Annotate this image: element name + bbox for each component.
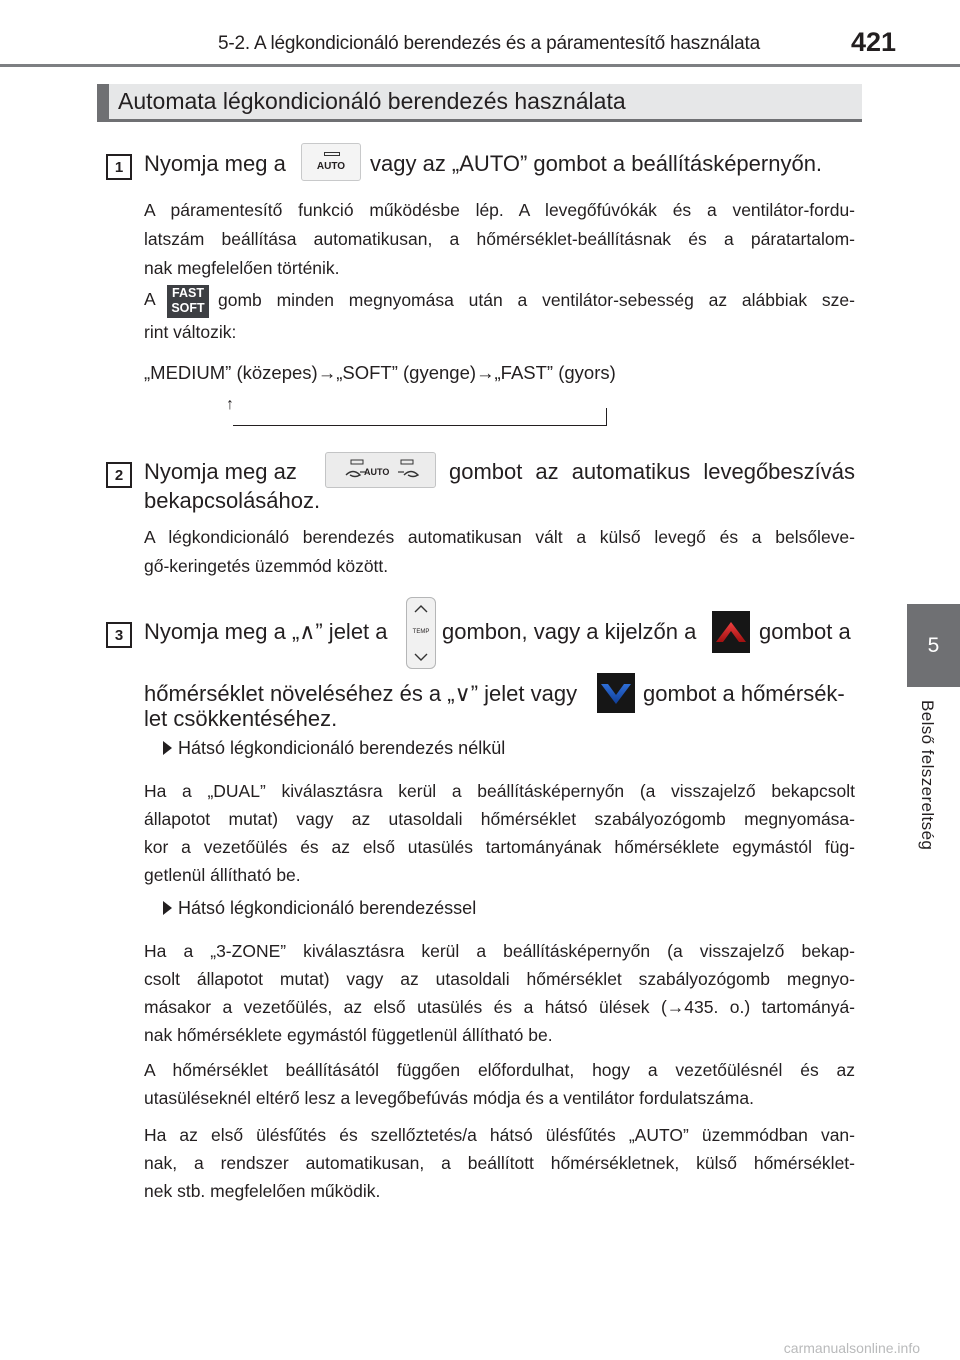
text-line: gomb minden megnyomása után a ventilátor-sebesség az alábbiak sze- [218,290,855,310]
subheading-without-rear-ac: Hátsó légkondicionáló berendezés nélkül [163,738,505,759]
chevron-up-icon [414,604,428,614]
step3-paragraph-2 [144,937,855,1049]
step3-text-line2b: gombot a hőmérsék- [643,681,845,706]
text-line: Ha a „DUAL” kiválasztásra kerül a beállításképernyőn (a visszajelző bekapcsolt [144,781,855,801]
step-number-2: 2 [106,462,132,488]
step3-text-line3: let csökkentéséhez. [144,706,338,731]
triangle-bullet-icon [163,901,172,915]
text-line: utasüléseknél eltérő lesz a levegőbefúvás módja és a ventilátor fordulatszáma. [144,1088,754,1108]
text-line: rint változik: [144,322,237,342]
step3-text-c: gombot a [759,619,851,644]
step3-text-line2a: hőmérséklet növeléséhez és a „∨” jelet vagy [144,681,578,706]
step2-text-b: gombot az automatikus levegőbeszívás [449,459,855,484]
step2-paragraph [144,523,855,581]
text-line: csolt állapotot mutat) vagy az utasoldali hőmérséklet szabályozógomb megnyo- [144,969,855,989]
text-line: getlenül állítható be. [144,865,301,885]
step2-text-line2: bekapcsolásához. [144,488,321,513]
chapter-tab [907,604,960,687]
step3-paragraph-4 [144,1121,855,1205]
blue-down-arrow-icon [597,673,635,713]
step-number-1: 1 [106,154,132,180]
fan-speed-cycle: „MEDIUM” (közepes)→„SOFT” (gyenge)→„FAST” (gyors) [144,362,616,383]
text-line: A páramentesítő funkció működésbe lép. A levegőfúvókák és a ventilátor-fordu- [144,200,855,220]
step1-text-after: vagy az „AUTO” gombot a beállításképernyőn. [370,151,823,176]
step3-paragraph-1 [144,777,855,889]
chapter-label: Belső felszereltség [918,700,937,851]
text-line: állapotot mutat) vagy az utasoldali hőmérséklet szabályozógomb megnyomása- [144,809,855,829]
step3-paragraph-3 [144,1056,855,1112]
page-number: 421 [851,27,897,57]
chevron-down-icon [414,652,428,662]
text-line: A hőmérséklet beállításától függően előfordulhat, hogy a vezetőülésnél és az [144,1060,855,1080]
up-arrow-icon: ↑ [226,396,234,413]
watermark: carmanualsonline.info [783,1340,920,1356]
text-line: kor a vezetőülés és az első utasülés tartományának hőmérséklete egymástól füg- [144,837,855,857]
subheading-with-rear-ac: Hátsó légkondicionáló berendezéssel [163,898,476,919]
temp-down-screen-button-icon [597,673,635,713]
text-line: A [144,289,156,309]
step2-text-a: Nyomja meg az [144,459,297,484]
section-title-box [97,84,862,122]
cycle-return-line [233,408,607,426]
text-line: gő-keringetés üzemmód között. [144,556,389,576]
text-line: nak, a rendszer automatikusan, a beállított hőmérsékletnek, külső hőmérséklet- [144,1153,855,1173]
fast-soft-button-icon: FAST SOFT [167,285,209,318]
chapter-number: 5 [927,633,940,657]
section-title: Automata légkondicionáló berendezés használata [118,88,626,114]
step3-text-a: Nyomja meg a „∧” jelet a [144,619,388,644]
step1-paragraph [144,196,855,283]
text-line: A légkondicionáló berendezés automatikusan vált a külső levegő és a belsőleve- [144,527,855,547]
running-header: 5-2. A légkondicionáló berendezés és a páramentesítő használata [218,33,760,54]
temp-switch-icon: TEMP [406,597,436,669]
auto-button-icon: AUTO [301,143,361,181]
text-line: nak hőmérséklete egymástól függetlenül állítható be. [144,1025,553,1045]
step3-text-b: gombon, vagy a kijelzőn a [442,619,697,644]
step1-text-before: Nyomja meg a [144,151,286,176]
text-line: nek stb. megfelelően működik. [144,1181,381,1201]
text-line: Ha a „3-ZONE” kiválasztásra kerül a beállításképernyőn (a visszajelző bekap- [144,941,855,961]
text-line: másakor a vezetőülés, az első utasülés és a hátsó ülések (→435. o.) tartományá- [144,997,855,1017]
text-line: nak megfelelően történik. [144,258,340,278]
step-number-3: 3 [106,622,132,648]
red-up-arrow-icon [712,611,750,653]
triangle-bullet-icon [163,741,172,755]
header-rule [0,64,960,67]
auto-recirculation-button-icon: AUTO [325,452,436,488]
temp-up-screen-button-icon [712,611,750,653]
text-line: latszám beállítása automatikusan, a hőmérséklet-beállításnak és a páratartalom- [144,229,855,249]
text-line: Ha az első ülésfűtés és szellőztetés/a hátsó ülésfűtés „AUTO” üzemmódban van- [144,1125,855,1145]
